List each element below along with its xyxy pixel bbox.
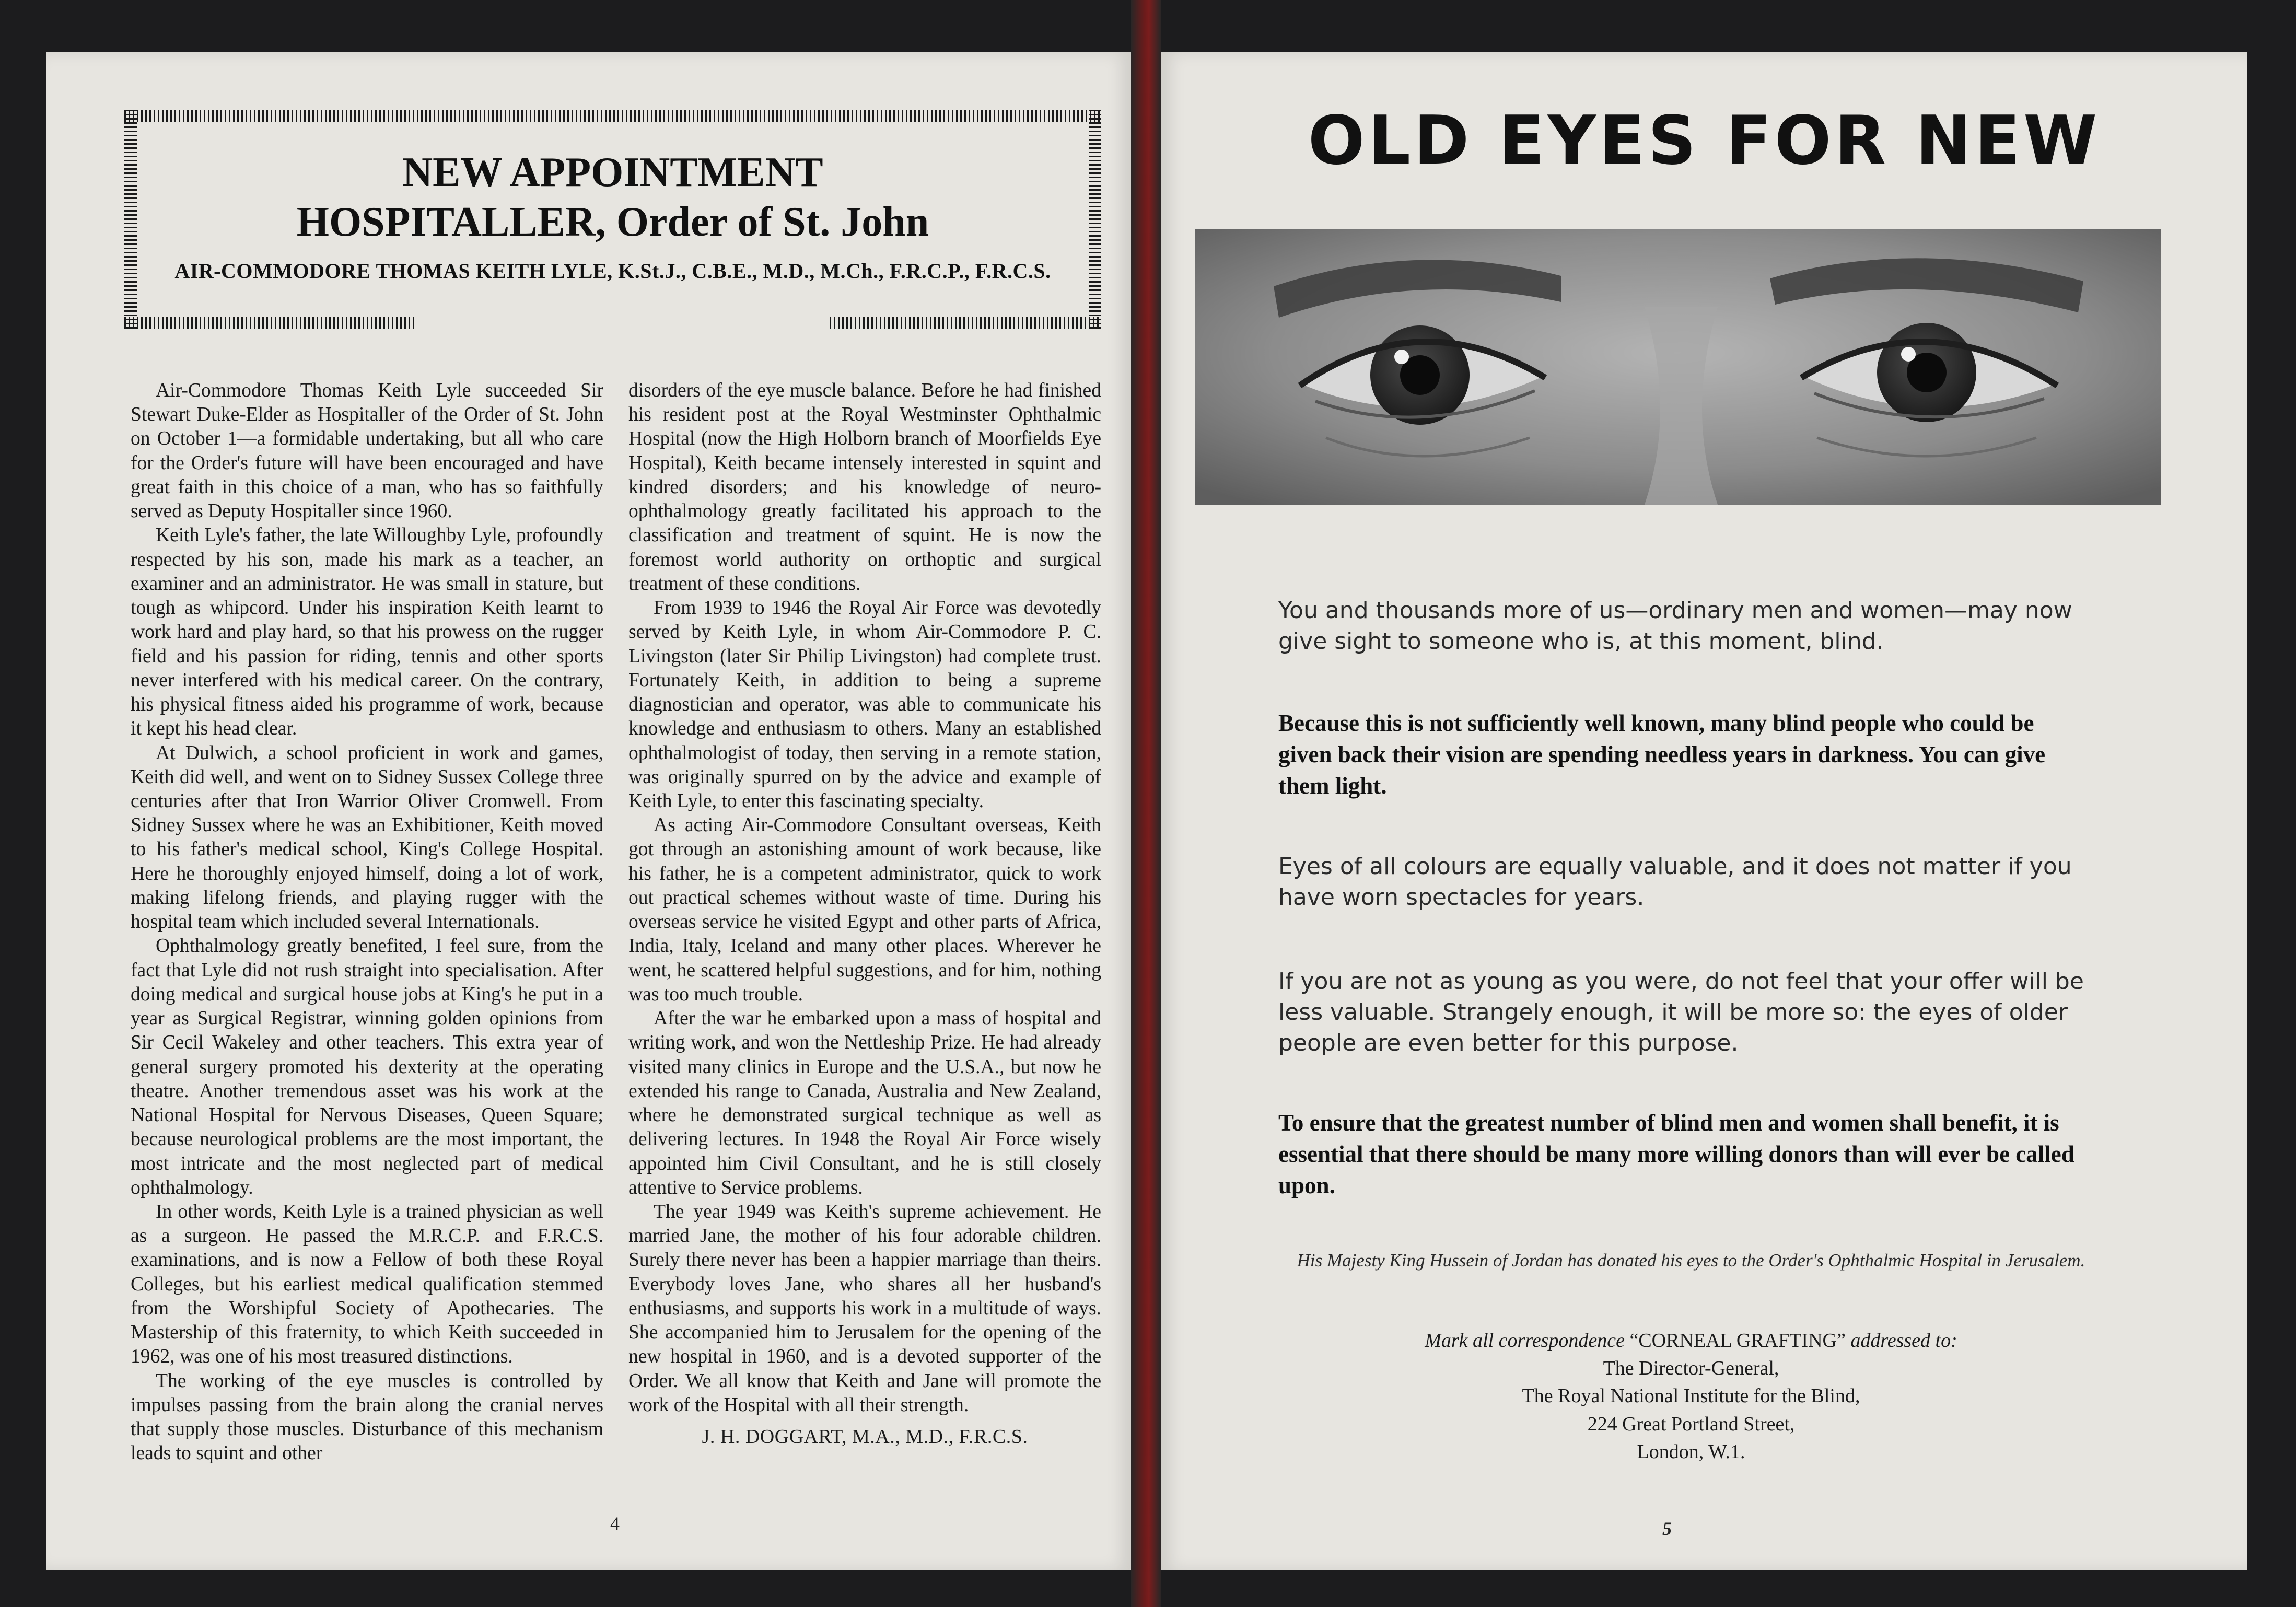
paragraph: From 1939 to 1946 the Royal Air Force was devotedly served by Keith Lyle, in whom Air-Commodore P. C. Livingston (later Sir Philip Livingston) had complete trust. Fortunately Keith, in addition to being a supreme diagnostician and operator, was able to communicate his knowledge and enthusiasm to others. Many an established ophthalmologist of today, then serving in a remote station, was originally spurred on by the advice and example of Keith Lyle, to enter this fascinating specialty. [628,597,1101,812]
article-column-1 [131,379,603,1466]
bold-paragraph-2: To ensure that the greatest number of blind men and women shall benefit, it is essential that there should be many more willing donors than will ever be called upon. [1278,1110,2074,1198]
address-line: 224 Great Portland Street, [1587,1413,1795,1435]
header-border-bottom-left [124,317,417,329]
header-border-bottom-right [830,317,1101,329]
page-number: 5 [1662,1518,1672,1539]
correspondence-instruction [1278,1327,2104,1355]
page-title: OLD EYES FOR NEW [1308,102,2101,180]
bold-paragraph-1: Because this is not sufficiently well known, many blind people who could be given back their vision are spending needless years in darkness. You can give them light. [1278,710,2046,799]
left-page [46,52,1131,1570]
paragraph: The year 1949 was Keith's supreme achievement. He married Jane, the mother of his four adorable children. Surely there never has been a happier marriage than theirs. Everybody loves Jane, who shares all her husband's enthusiasms, and supports his work in a multitude of ways. She accompanied him to Jerusalem for the opening of the new hospital in 1960, and is a devoted supporter of the Order. We all know that Keith and Jane will promote the work of the Hospital with all their strength. [628,1201,1101,1416]
paragraph: At Dulwich, a school proficient in work and games, Keith did well, and went on to Sidney Sussex College three centuries after that Iron Warrior Oliver Cromwell. From Sidney Sussex where he was an Exhibitioner, Keith moved to his father's medical school, King's College Hospital. Here he thoroughly enjoyed himself, doing a lot of work, making lifelong friends, and playing rugger with the hospital team which included several Internationals. [131,742,603,933]
eyes-photo-illustration [1195,229,2161,505]
header-title-new-appointment: NEW APPOINTMENT [402,149,823,195]
mark-suffix: addressed to: [1850,1330,1957,1352]
address-line: London, W.1. [1637,1440,1745,1463]
address-line: The Royal National Institute for the Blind, [1522,1385,1860,1407]
paragraph: The working of the eye muscles is controlled by impulses passing from the brain along the cranial nerves that supply those muscles. Disturbance of this mechanism leads to squint and other [131,1370,603,1464]
author-signature: J. H. DOGGART, M.A., M.D., F.R.C.S. [702,1426,1028,1448]
paragraph-eyes-colours: Eyes of all colours are equally valuable, and it does not matter if you have worn spectacles for years. [1278,853,2072,911]
intro-paragraph: You and thousands more of us—ordinary men and women—may now give sight to someone who is, at this moment, blind. [1278,597,2072,655]
right-page [1161,52,2247,1570]
mark-prefix: Mark all correspondence [1425,1330,1625,1352]
paragraph: In other words, Keith Lyle is a trained physician as well as a surgeon. He passed the M.R.C.P. and F.R.C.S. examinations, and is now a Fellow of both these Royal Colleges, but his earliest medical qualification stemmed from the Worshipful Society of Apothecaries. The Mastership of this fraternity, to which Keith succeeded in 1962, was one of his most treasured distinctions. [131,1201,603,1368]
header-subtitle-name: AIR-COMMODORE THOMAS KEITH LYLE, K.St.J., C.B.E., M.D., M.Ch., F.R.C.P., F.R.C.S. [174,259,1051,283]
king-hussein-caption: His Majesty King Hussein of Jordan has donated his eyes to the Order's Ophthalmic Hospital in Jerusalem. [1297,1250,2085,1271]
paragraph: Ophthalmology greatly benefited, I feel sure, from the fact that Lyle did not rush straight into specialisation. After doing medical and surgical house jobs at King's he put in a year as Surgical Registrar, winning golden opinions from Sir Cecil Wakeley and other teachers. This extra year of general surgery promoted his dexterity at the operating theatre. Another tremendous asset was his work at the National Hospital for Nervous Diseases, Queen Square; because neurological problems are the most important, the most intricate and the most neglected part of medical ophthalmology. [131,935,603,1198]
address-line: The Director-General, [1603,1357,1779,1380]
correspondence-address [1278,1327,2104,1466]
paragraph: After the war he embarked upon a mass of hospital and writing work, and won the Nettleship Prize. He had already visited many clinics in Europe and the U.S.A., but now he extended his range to Canada, Australia and New Zealand, where he demonstrated surgical technique as well as delivering lectures. In 1948 the Royal Air Force wisely appointed him Civil Consultant, and he is still closely attentive to Service problems. [628,1008,1101,1198]
mark-code: “CORNEAL GRAFTING” [1629,1330,1846,1352]
paragraph: As acting Air-Commodore Consultant overseas, Keith got through an astonishing amount of work because, like his father, he is a competent administrator, quick to work out practical schemes without waste of time. During his overseas service he visited Egypt and other parts of Africa, India, Italy, Iceland and many other places. Wherever he went, he scattered helpful suggestions, and for him, nothing was too much trouble. [628,814,1101,1005]
paragraph: Keith Lyle's father, the late Willoughby Lyle, profoundly respected by his son, made his mark as a teacher, an examiner and an administrator. He was small in stature, but tough as whipcord. Under his inspiration Keith learnt to work hard and play hard, so that his prowess on the rugger field and his passion for riding, tennis and other sports never interfered with his medical career. On the contrary, his physical fitness aided his programme of work, because it kept his head clear. [131,525,603,740]
header-border-top [124,110,1101,122]
paragraph-older-donors: If you are not as young as you were, do not feel that your offer will be less valuable. Strangely enough, it will be more so: the eyes of older people are even better for this purpose. [1278,968,2084,1056]
paragraph: disorders of the eye muscle balance. Before he had finished his resident post at the Royal Westminster Ophthalmic Hospital (now the High Holborn branch of Moorfields Eye Hospital), Keith became intensely interested in squint and kindred disorders; and his knowledge of neuro-ophthalmology greatly facilitated his approach to the classification and treatment of squint. He is now the foremost world authority on orthoptic and surgical treatment of these conditions. [628,380,1101,595]
paragraph: Air-Commodore Thomas Keith Lyle succeeded Sir Stewart Duke-Elder as Hospitaller of the Order of St. John on October 1—a formidable undertaking, but all who care for the Order's future will have been encouraged and have great faith in this choice of a man, who has so faithfully served as Deputy Hospitaller since 1960. [131,380,603,522]
book-spine [1131,0,1161,1607]
page-number: 4 [610,1513,620,1534]
header-title-hospitaller: HOSPITALLER, Order of St. John [296,199,929,245]
article-header-box [124,110,1101,329]
eyes-photograph [1195,229,2161,505]
article-column-2 [628,379,1101,1449]
